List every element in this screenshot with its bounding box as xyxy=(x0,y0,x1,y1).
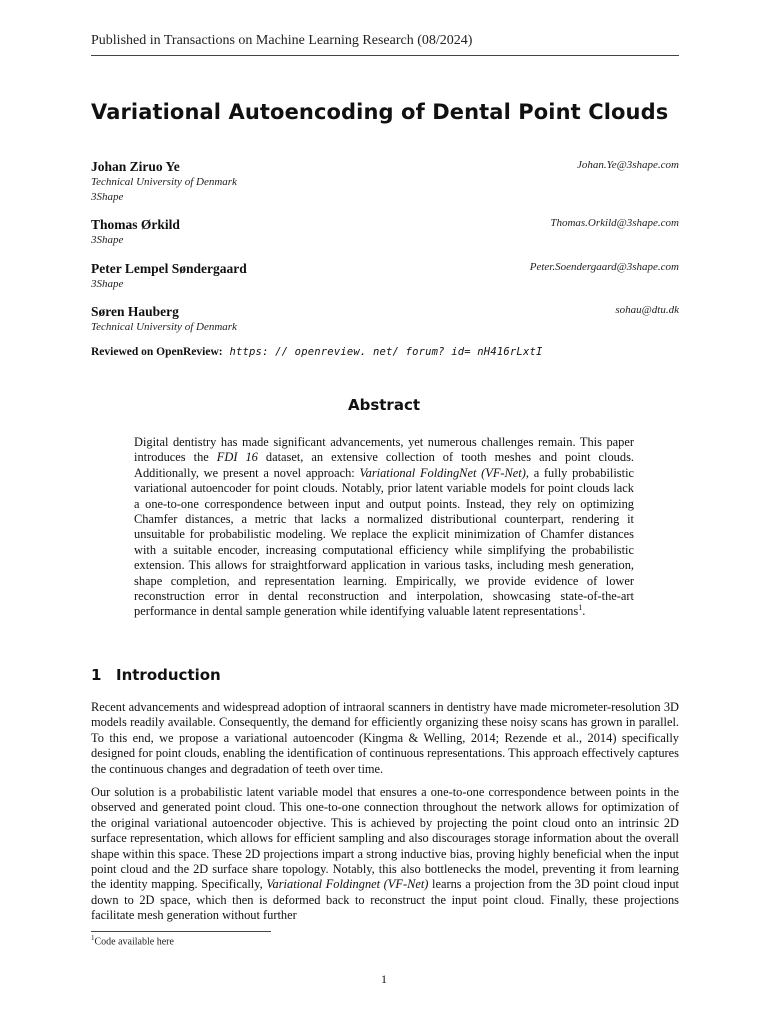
review-label: Reviewed on OpenReview: xyxy=(91,346,223,358)
footnote-marker: 1 xyxy=(91,934,95,942)
author-email[interactable]: Peter.Soendergaard@3shape.com xyxy=(529,261,679,273)
author-affiliation: 3Shape xyxy=(91,190,124,203)
review-line xyxy=(91,346,543,358)
author-affiliation: Technical University of Denmark xyxy=(91,176,237,188)
footnote xyxy=(91,934,174,947)
author-block xyxy=(91,303,679,335)
author-block xyxy=(91,158,679,204)
text-run: Our solution is a probabilistic latent variable model that ensures a one-to-one correspondence between points in the observed and generated point cloud. This one-to-one connection throughout the network allows for optimization of the original variational autoencoder objective. This is achieved by projecting the point cloud onto an intrinsic 2D surface representation, which allows for efficient sampling and also discourages storage information about the overall shape within this space. These 2D projections impart a strong inductive bias, proving highly beneficial when the input point cloud and the 2D surface share topology. Notably, this also bottlenecks the model, preventing it from learning the identity mapping. Specifically, xyxy=(91,785,679,892)
author-name: Thomas Ørkild xyxy=(91,217,180,232)
page-number: 1 xyxy=(381,972,387,986)
author-email[interactable]: Thomas.Orkild@3shape.com xyxy=(550,217,679,229)
footnote-text[interactable]: Code available here xyxy=(94,936,174,948)
footnote-marker: 1 xyxy=(578,603,583,613)
author-affiliation: 3Shape xyxy=(91,234,124,246)
italic-text: Variational FoldingNet (VF-Net) xyxy=(359,465,526,480)
author-block xyxy=(91,216,679,248)
header-rule xyxy=(91,55,679,56)
intro-paragraph-1: Recent advancements and widespread adoption of intraoral scanners in dentistry have made micrometer-resolution 3D models readily available. Consequently, the demand for efficiently organizing these noisy scans has grown in parallel. To this end, we propose a variational autoencoder (Kingma & Welling, 2014; Rezende et al., 2014) specifically designed for point clouds, enabling the identification of continuous representations. This approach effectively captures the continuous changes and degradation of teeth over time. xyxy=(91,700,679,776)
author-affiliation: 3Shape xyxy=(91,278,124,290)
author-name: Søren Hauberg xyxy=(91,304,179,319)
author-affiliation: Technical University of Denmark xyxy=(91,321,237,333)
section-heading xyxy=(91,666,221,684)
journal-header: Published in Transactions on Machine Learning Research (08/2024) xyxy=(91,33,473,48)
text-run: , a fully probabilistic variational autoencoder for point clouds. Notably, prior latent variable models for point clouds lack a one-to-one correspondence between input and output points. Instead, they rely on optimizing Chamfer distances, a metric that lacks a normalized distributional counterpart, rendering it unsuitable for probabilistic modeling. We replace the explicit minimization of Chamfer distances with a suitable encoder, increasing computational efficiency while simplifying the probabilistic extension. This allows for straightforward application in various tasks, including mesh generation, shape completion, and representation learning. Empirically, we provide evidence of lower reconstruction error in dental reconstruction and interpolation, showcasing state-of-the-art performance in dental sample generation while identifying valuable latent representations xyxy=(134,465,635,619)
text-run: . xyxy=(582,604,586,619)
intro-paragraph-2 xyxy=(91,785,679,924)
author-block xyxy=(91,260,679,292)
openreview-link[interactable]: https: // openreview. net/ forum? id= nH416rLxtI xyxy=(229,346,543,358)
italic-text: FDI 16 xyxy=(216,450,258,465)
section-number: 1 xyxy=(91,666,102,684)
author-email[interactable]: Johan.Ye@3shape.com xyxy=(577,159,679,171)
section-title: Introduction xyxy=(116,666,221,684)
abstract-body xyxy=(134,435,634,620)
italic-text: Variational Foldingnet (VF-Net) xyxy=(266,877,429,892)
paper-title: Variational Autoencoding of Dental Point Clouds xyxy=(91,100,669,124)
text-run: dataset, an extensive collection of tooth meshes and point clouds. Additionally, we present a novel approach: xyxy=(134,450,634,480)
author-name: Peter Lempel Søndergaard xyxy=(91,261,247,276)
author-name: Johan Ziruo Ye xyxy=(91,159,180,174)
abstract-heading: Abstract xyxy=(347,396,421,414)
footnote-rule xyxy=(91,931,271,932)
text-run: Digital dentistry has made significant advancements, yet numerous challenges remain. This paper introduces the xyxy=(134,435,634,465)
text-run: learns a projection from the 3D point cloud input down to 2D space, which then is deformed back to reconstruct the input point cloud. Finally, these projections facilitate mesh generation without further xyxy=(91,877,680,923)
author-email[interactable]: sohau@dtu.dk xyxy=(615,304,679,316)
